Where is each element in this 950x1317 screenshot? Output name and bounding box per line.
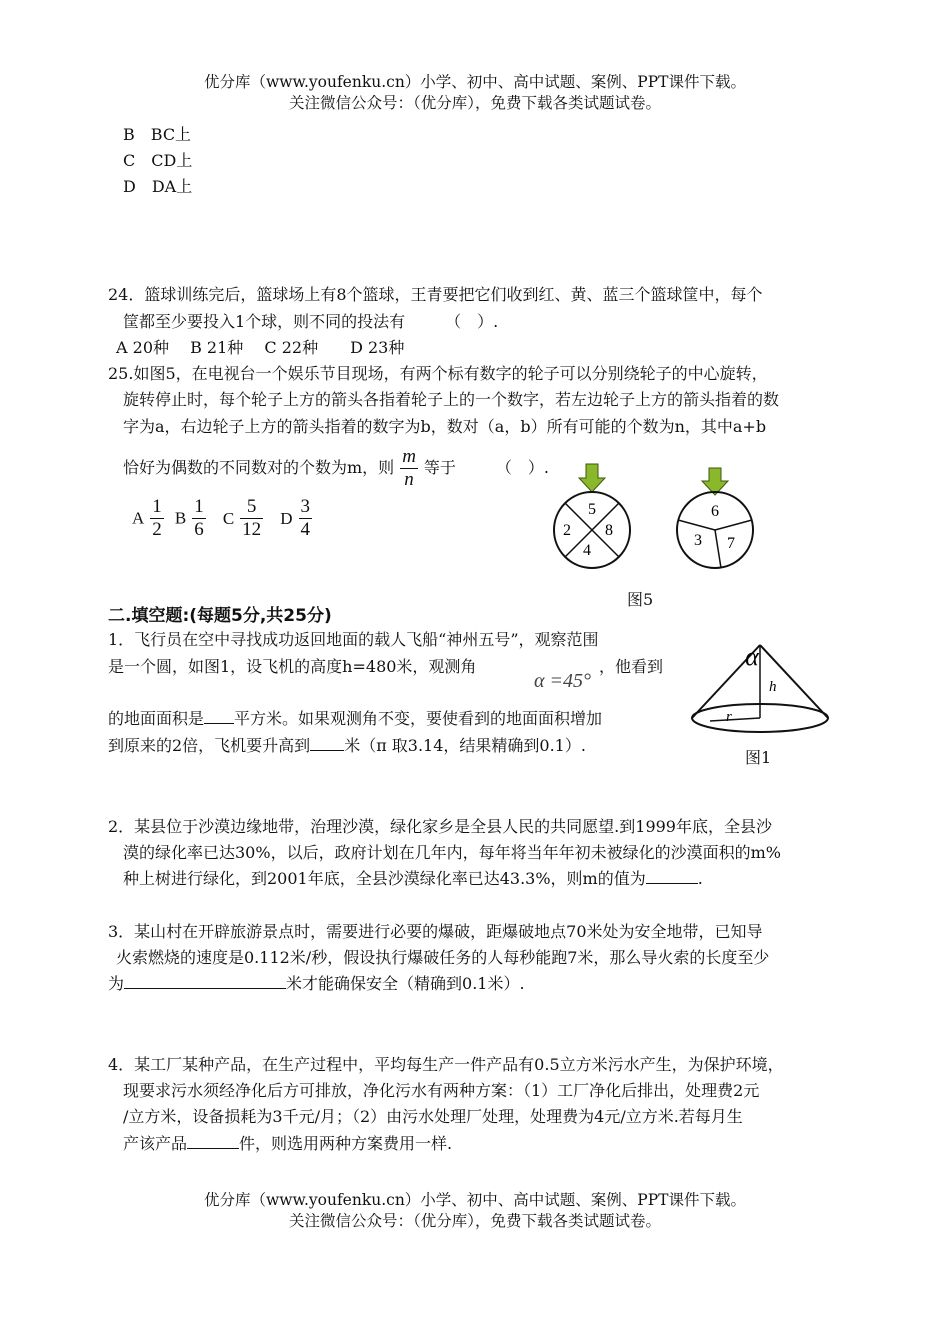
- q25-option-c-letter: C: [222, 508, 235, 528]
- fill1-line4-text-b: 米（π 取3.14，结果精确到0.1）.: [344, 736, 586, 755]
- q25-m-over-n: [400, 446, 418, 491]
- fill4-line2: 现要求污水须经净化后方可排放，净化污水有两种方案：（1）工厂净化后排出，处理费2元: [123, 1081, 760, 1100]
- q25-frac-den: n: [404, 469, 414, 490]
- frac-num: 5: [240, 496, 263, 519]
- left-wheel-number: 8: [605, 522, 613, 539]
- cone-radius: [710, 718, 760, 721]
- fill2-line3: [123, 867, 703, 891]
- q24-line1: 24．篮球训练完后，篮球场上有8个篮球，王青要把它们收到红、黄、蓝三个篮球筐中，每个: [108, 285, 763, 304]
- fill1-line3-text-a: 的地面面积是: [108, 709, 205, 728]
- q25-line4: [123, 446, 549, 491]
- q25-option-d-letter: D: [280, 508, 293, 528]
- q25-option-a-frac: [150, 496, 164, 541]
- frac-num: 3: [300, 496, 311, 517]
- right-wheel-number: 6: [711, 503, 719, 520]
- fill1-line3-text-b: 平方米。如果观测角不变，要使看到的地面面积增加: [234, 709, 603, 728]
- fill2-line3-text-b: .: [697, 869, 703, 888]
- q25-option-c-frac: [240, 496, 263, 541]
- figure-1-label: 图1: [745, 748, 772, 767]
- q25-line2: 旋转停止时，每个轮子上方的箭头各指着轮子上的一个数字，若左边轮子上方的箭头指着的数: [123, 390, 780, 409]
- figure-1-cone: [680, 635, 840, 745]
- q23-option-d: D DA上: [123, 177, 193, 196]
- fill4-line1: 4．某工厂某种产品，在生产过程中，平均每生产一件产品有0.5立方米污水产生，为保护环境，: [108, 1055, 784, 1074]
- right-wheel-divider: [678, 520, 715, 530]
- page-header-line2: 关注微信公众号：（优分库），免费下载各类试题试卷。: [288, 94, 661, 112]
- section-2-title: 二.填空题:(每题5分,共25分): [108, 606, 332, 626]
- left-wheel-number: 5: [588, 501, 596, 518]
- frac-num: 1: [194, 496, 204, 517]
- frac-den: 4: [300, 519, 311, 540]
- cone-alpha-label: α: [745, 642, 759, 671]
- q25-option-b-frac: [192, 496, 206, 541]
- fill3-blank[interactable]: [124, 972, 286, 989]
- q25-option-b-letter: B: [174, 508, 187, 528]
- figure-5-label: 图5: [627, 590, 654, 609]
- fill3-line1: 3．某山村在开辟旅游景点时，需要进行必要的爆破，距爆破地点70米处为安全地带，已知导: [108, 922, 763, 941]
- fill4-line3: /立方米，设备损耗为3千元/月；（2）由污水处理厂处理，处理费为4元/立方米.若每月生: [123, 1107, 743, 1126]
- fill1-line1: 1．飞行员在空中寻找成功返回地面的载人飞船“神州五号”，观察范围: [108, 630, 599, 649]
- page-footer-line2: 关注微信公众号：（优分库），免费下载各类试题试卷。: [288, 1212, 661, 1230]
- left-wheel-number: 4: [583, 542, 591, 559]
- frac-den: 2: [152, 519, 162, 540]
- q25-frac-num: m: [402, 446, 416, 467]
- q24-options: A 20种 B 21种 C 22种 D 23种: [116, 338, 405, 357]
- fill1-line2: [108, 655, 476, 679]
- q24-line2: 筐都至少要投入1个球，则不同的投法有 （ ）.: [123, 312, 499, 331]
- q25-line4-text-a: 恰好为偶数的不同数对的个数为m，则: [123, 458, 395, 477]
- right-wheel-divider: [715, 520, 752, 530]
- right-wheel-number: 7: [727, 535, 735, 552]
- fill2-line1: 2．某县位于沙漠边缘地带，治理沙漠，绿化家乡是全县人民的共同愿望.到1999年底，全县沙: [108, 817, 772, 836]
- cone-h-label: h: [769, 679, 777, 695]
- page-header-line1: 优分库（www.youfenku.cn）小学、初中、高中试题、案例、PPT课件下载。: [203, 73, 747, 91]
- fill4-blank[interactable]: [187, 1132, 239, 1149]
- q25-line1: 25.如图5，在电视台一个娱乐节目现场，有两个标有数字的轮子可以分别绕轮子的中心旋转，: [108, 364, 768, 383]
- fill3-line2: 火索燃烧的速度是0.112米/秒，假设执行爆破任务的人每秒能跑7米，那么导火索的长度至少: [116, 948, 770, 967]
- q23-option-c: C CD上: [123, 151, 193, 170]
- fill1-line3: [108, 707, 602, 731]
- fill1-line2-text-b: ，他看到: [599, 657, 664, 676]
- cone-r-label: r: [726, 709, 732, 725]
- fill4-line4-text-a: 产该产品: [123, 1134, 188, 1153]
- fill2-line3-text-a: 种上树进行绿化，到2001年底，全县沙漠绿化率已达43.3%，则m的值为: [123, 869, 646, 888]
- figure-5-wheels: [545, 460, 765, 610]
- q25-options: [132, 496, 318, 541]
- page-footer-line1: 优分库（www.youfenku.cn）小学、初中、高中试题、案例、PPT课件下载。: [203, 1191, 747, 1209]
- frac-den: 6: [194, 519, 204, 540]
- left-wheel-number: 2: [563, 522, 571, 539]
- right-wheel-arrow-icon: [702, 468, 728, 495]
- fill1-line4-text-a: 到原来的2倍，飞机要升高到: [108, 736, 311, 755]
- fill3-line3: [108, 972, 525, 996]
- right-wheel-divider: [715, 530, 721, 568]
- fill1-line2-text-a: 是一个圆，如图1，设飞机的高度h=480米，观测角: [108, 657, 477, 676]
- fill1-blank-height[interactable]: [310, 734, 344, 751]
- q25-line4-text-b: 等于 （ ）.: [423, 458, 550, 477]
- q25-line3: 字为a，右边轮子上方的箭头指着的数字为b，数对（a，b）所有可能的个数为n，其中a+b: [123, 417, 767, 436]
- q25-option-d-frac: [299, 496, 313, 541]
- fill4-line4: [123, 1132, 452, 1156]
- fill1-blank-area[interactable]: [204, 707, 234, 724]
- left-wheel-arrow-icon: [579, 464, 605, 492]
- fill1-line4: [108, 734, 586, 758]
- frac-num: 1: [152, 496, 162, 517]
- right-wheel-number: 3: [694, 532, 702, 549]
- fill2-blank[interactable]: [646, 867, 698, 884]
- frac-den: 12: [242, 519, 262, 540]
- fill2-line2: 漠的绿化率已达30%，以后，政府计划在几年内，每年将当年年初未被绿化的沙漠面积的m%: [123, 843, 781, 862]
- fill3-line3-text-a: 为: [108, 974, 125, 993]
- q25-option-a-letter: A: [132, 508, 145, 528]
- fill3-line3-text-b: 米才能确保安全（精确到0.1米）.: [286, 974, 525, 993]
- fill4-line4-text-b: 件，则选用两种方案费用一样.: [239, 1134, 453, 1153]
- fill1-angle: α =45°: [534, 670, 591, 692]
- q23-option-b: B BC上: [123, 125, 192, 144]
